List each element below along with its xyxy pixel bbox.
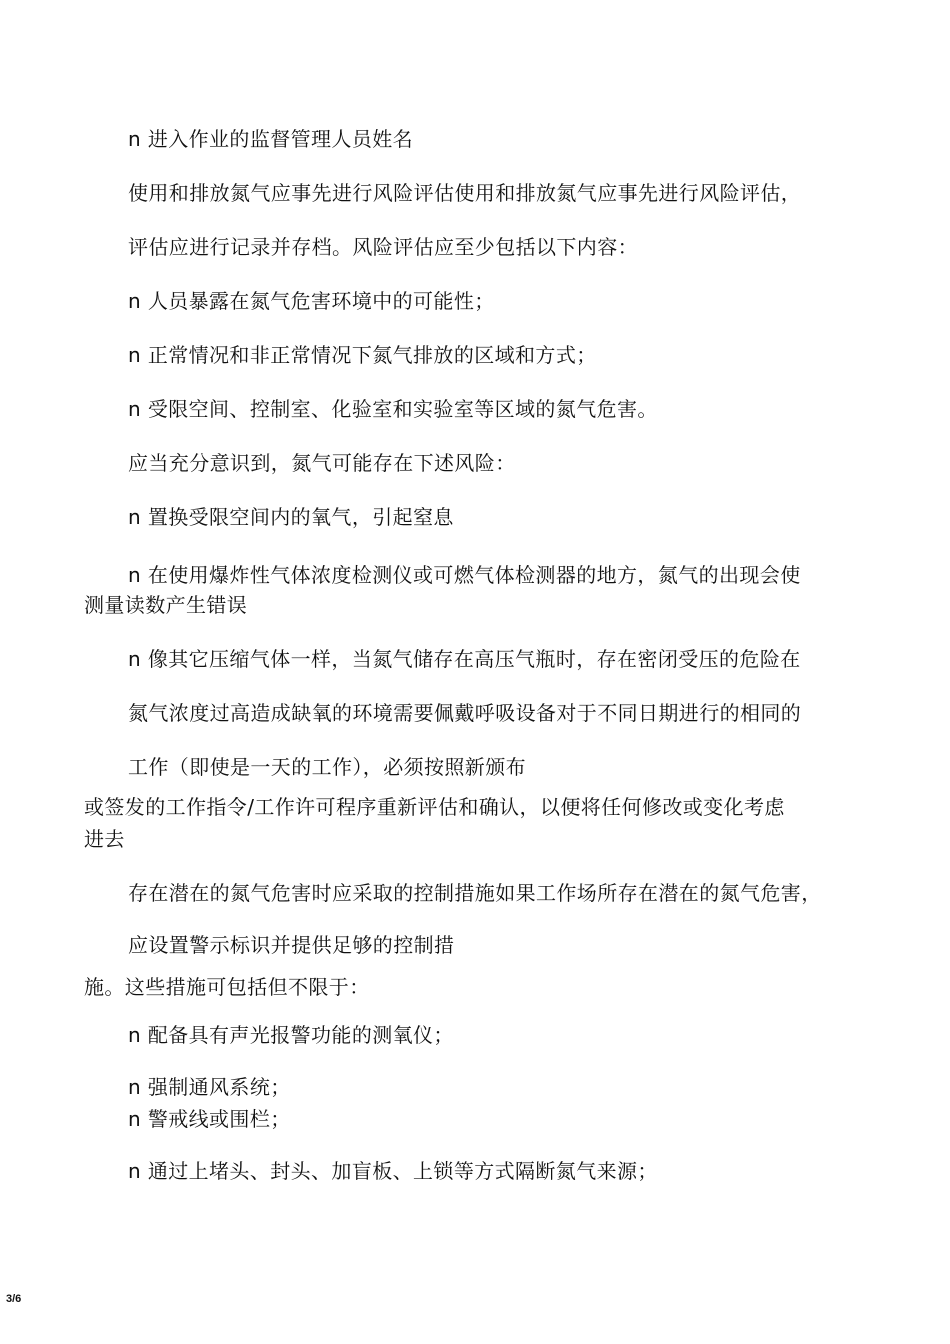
text-line-compressed-gas: n 像其它压缩气体一样，当氮气储存在高压气瓶时，存在密闭受压的危险在 xyxy=(128,647,801,671)
text-line-breathing-equipment: 氮气浓度过高造成缺氧的环境需要佩戴呼吸设备对于不同日期进行的相同的 xyxy=(128,701,802,725)
text-line-warning-signs: 应设置警示标识并提供足够的控制措 xyxy=(128,933,455,957)
text-line-work-permit-cont: 或签发的工作指令/工作许可程序重新评估和确认，以便将任何修改或变化考虑 xyxy=(84,795,785,819)
text-line-control-measures-intro: 存在潜在的氮气危害时应采取的控制措施如果工作场所存在潜在的氮气危害， xyxy=(128,881,822,905)
text-line-detector-interference: n 在使用爆炸性气体浓度检测仪或可燃气体检测器的地方，氮气的出现会使 xyxy=(128,563,801,587)
text-line-supervisor-name: n 进入作业的监督管理人员姓名 xyxy=(128,127,414,151)
text-line-isolation: n 通过上堵头、封头、加盲板、上锁等方式隔断氮气来源； xyxy=(128,1159,658,1183)
text-line-exposure-possibility: n 人员暴露在氮气危害环境中的可能性； xyxy=(128,289,495,313)
text-line-release-areas: n 正常情况和非正常情况下氮气排放的区域和方式； xyxy=(128,343,597,367)
text-line-risk-awareness: 应当充分意识到，氮气可能存在下述风险： xyxy=(128,451,516,475)
text-line-barrier: n 警戒线或围栏； xyxy=(128,1107,291,1131)
text-line-confined-space-hazard: n 受限空间、控制室、化验室和实验室等区域的氮气危害。 xyxy=(128,397,658,421)
text-line-measures-include: 施。这些措施可包括但不限于： xyxy=(84,975,370,999)
text-line-work-permit-end: 进去 xyxy=(84,827,125,851)
text-line-work-permit: 工作（即使是一天的工作），必须按照新颁布 xyxy=(128,755,526,779)
page-number: 3/6 xyxy=(6,1293,22,1305)
text-line-assessment-record: 评估应进行记录并存档。风险评估应至少包括以下内容： xyxy=(128,235,638,259)
text-line-risk-assessment-intro: 使用和排放氮气应事先进行风险评估使用和排放氮气应事先进行风险评估， xyxy=(128,181,802,205)
text-line-oxygen-meter: n 配备具有声光报警功能的测氧仪； xyxy=(128,1023,454,1047)
text-line-detector-interference-cont: 测量读数产生错误 xyxy=(84,593,248,617)
text-line-asphyxiation: n 置换受限空间内的氧气，引起窒息 xyxy=(128,505,454,529)
text-line-forced-ventilation: n 强制通风系统； xyxy=(128,1075,291,1099)
